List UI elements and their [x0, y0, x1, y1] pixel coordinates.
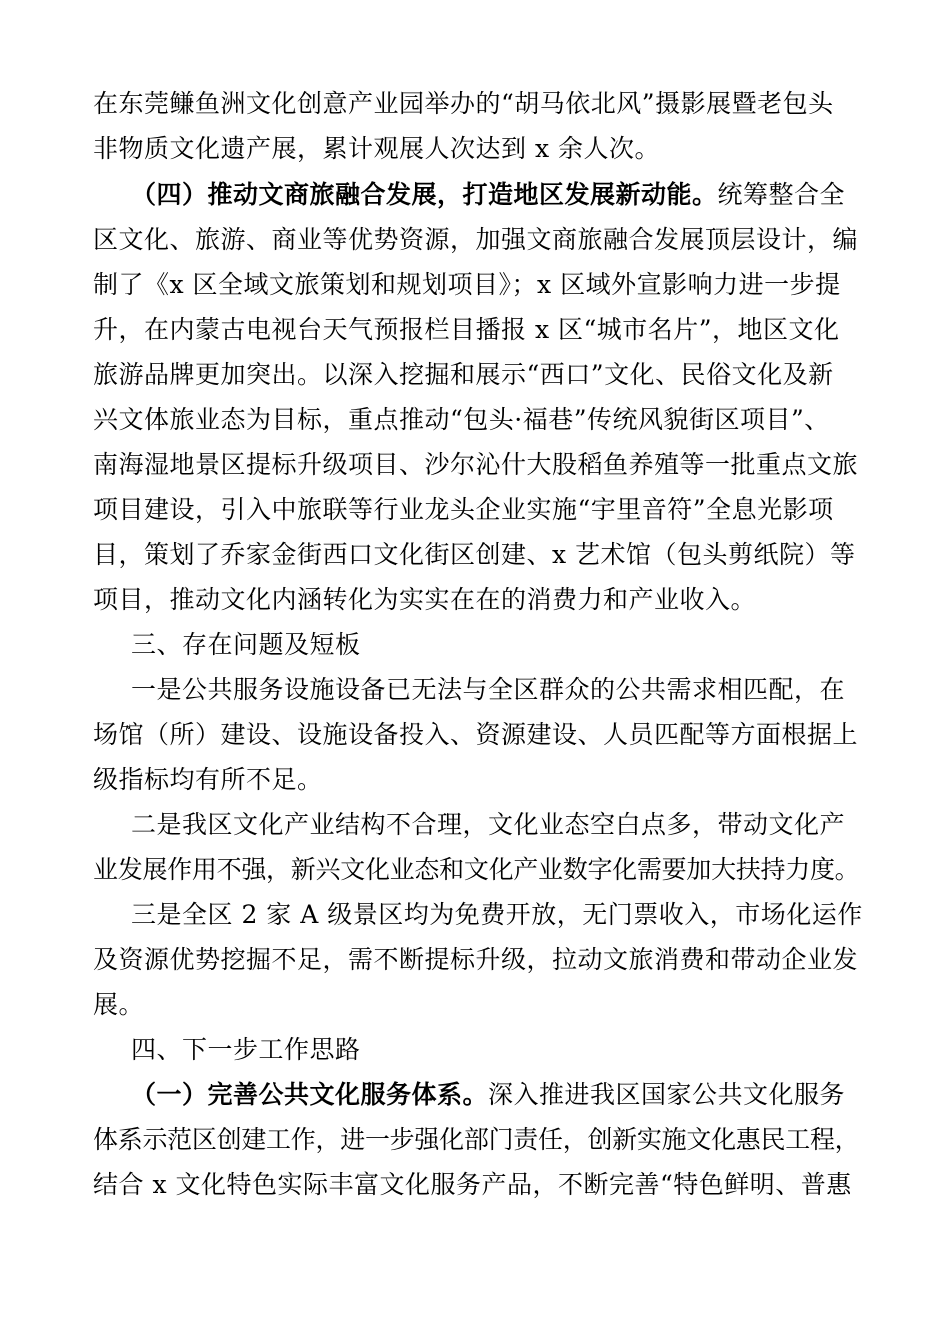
chapter-heading: 三、存在问题及短板	[131, 630, 361, 659]
section-heading-line: （四）推动文商旅融合发展，打造地区发展新动能。统筹整合全	[131, 180, 846, 209]
paragraph-line: 目，策划了乔家金街西口文化街区创建、x 艺术馆（包头剪纸院）等	[93, 540, 856, 569]
paragraph-line: 南海湿地景区提标升级项目、沙尔沁什大股稻鱼养殖等一批重点文旅	[93, 450, 859, 479]
paragraph-line: 三是全区 2 家 A 级景区均为免费开放，无门票收入，市场化运作	[131, 900, 863, 929]
paragraph-line: 级指标均有所不足。	[93, 765, 323, 794]
paragraph-line: 项目，推动文化内涵转化为实实在在的消费力和产业收入。	[93, 585, 757, 614]
section-heading-line: （一）完善公共文化服务体系。深入推进我区国家公共文化服务	[131, 1080, 846, 1109]
paragraph-line: 场馆（所）建设、设施设备投入、资源建设、人员匹配等方面根据上	[93, 720, 859, 749]
paragraph-line: 制了《x 区全域文旅策划和规划项目》；x 区域外宣影响力进一步提	[93, 270, 841, 299]
section-heading-bold: （四）推动文商旅融合发展，打造地区发展新动能。	[131, 180, 718, 209]
paragraph-line: 二是我区文化产业结构不合理，文化业态空白点多，带动文化产	[131, 810, 846, 839]
paragraph-line: 升，在内蒙古电视台天气预报栏目播报 x 区“城市名片”，地区文化	[93, 315, 840, 344]
section-heading-bold: （一）完善公共文化服务体系。	[131, 1080, 489, 1109]
paragraph-line: 业发展作用不强，新兴文化业态和文化产业数字化需要加大扶持力度。	[93, 855, 860, 884]
paragraph-line: 体系示范区创建工作，进一步强化部门责任，创新实施文化惠民工程，	[93, 1125, 860, 1154]
paragraph-line: 一是公共服务设施设备已无法与全区群众的公共需求相匹配，在	[131, 675, 846, 704]
paragraph-line: 在东莞鳒鱼洲文化创意产业园举办的“胡马依北风”摄影展暨老包头	[93, 89, 834, 118]
paragraph-line: 展。	[93, 990, 145, 1019]
paragraph-line: 兴文体旅业态为目标，重点推动“包头·福巷”传统风貌街区项目”、	[93, 405, 830, 434]
paragraph-line: 非物质文化遗产展，累计观展人次达到 x 余人次。	[93, 134, 660, 163]
paragraph-line: 区文化、旅游、商业等优势资源，加强文商旅融合发展顶层设计，编	[93, 225, 859, 254]
paragraph-line: 结合 x 文化特色实际丰富文化服务产品，不断完善“特色鲜明、普惠	[93, 1170, 852, 1199]
paragraph-line: 项目建设，引入中旅联等行业龙头企业实施“宇里音符”全息光影项	[93, 495, 834, 524]
paragraph-line: 旅游品牌更加突出。以深入挖掘和展示“西口”文化、民俗文化及新	[93, 360, 834, 389]
chapter-heading: 四、下一步工作思路	[131, 1035, 361, 1064]
paragraph-line: 及资源优势挖掘不足，需不断提标升级，拉动文旅消费和带动企业发	[93, 945, 859, 974]
